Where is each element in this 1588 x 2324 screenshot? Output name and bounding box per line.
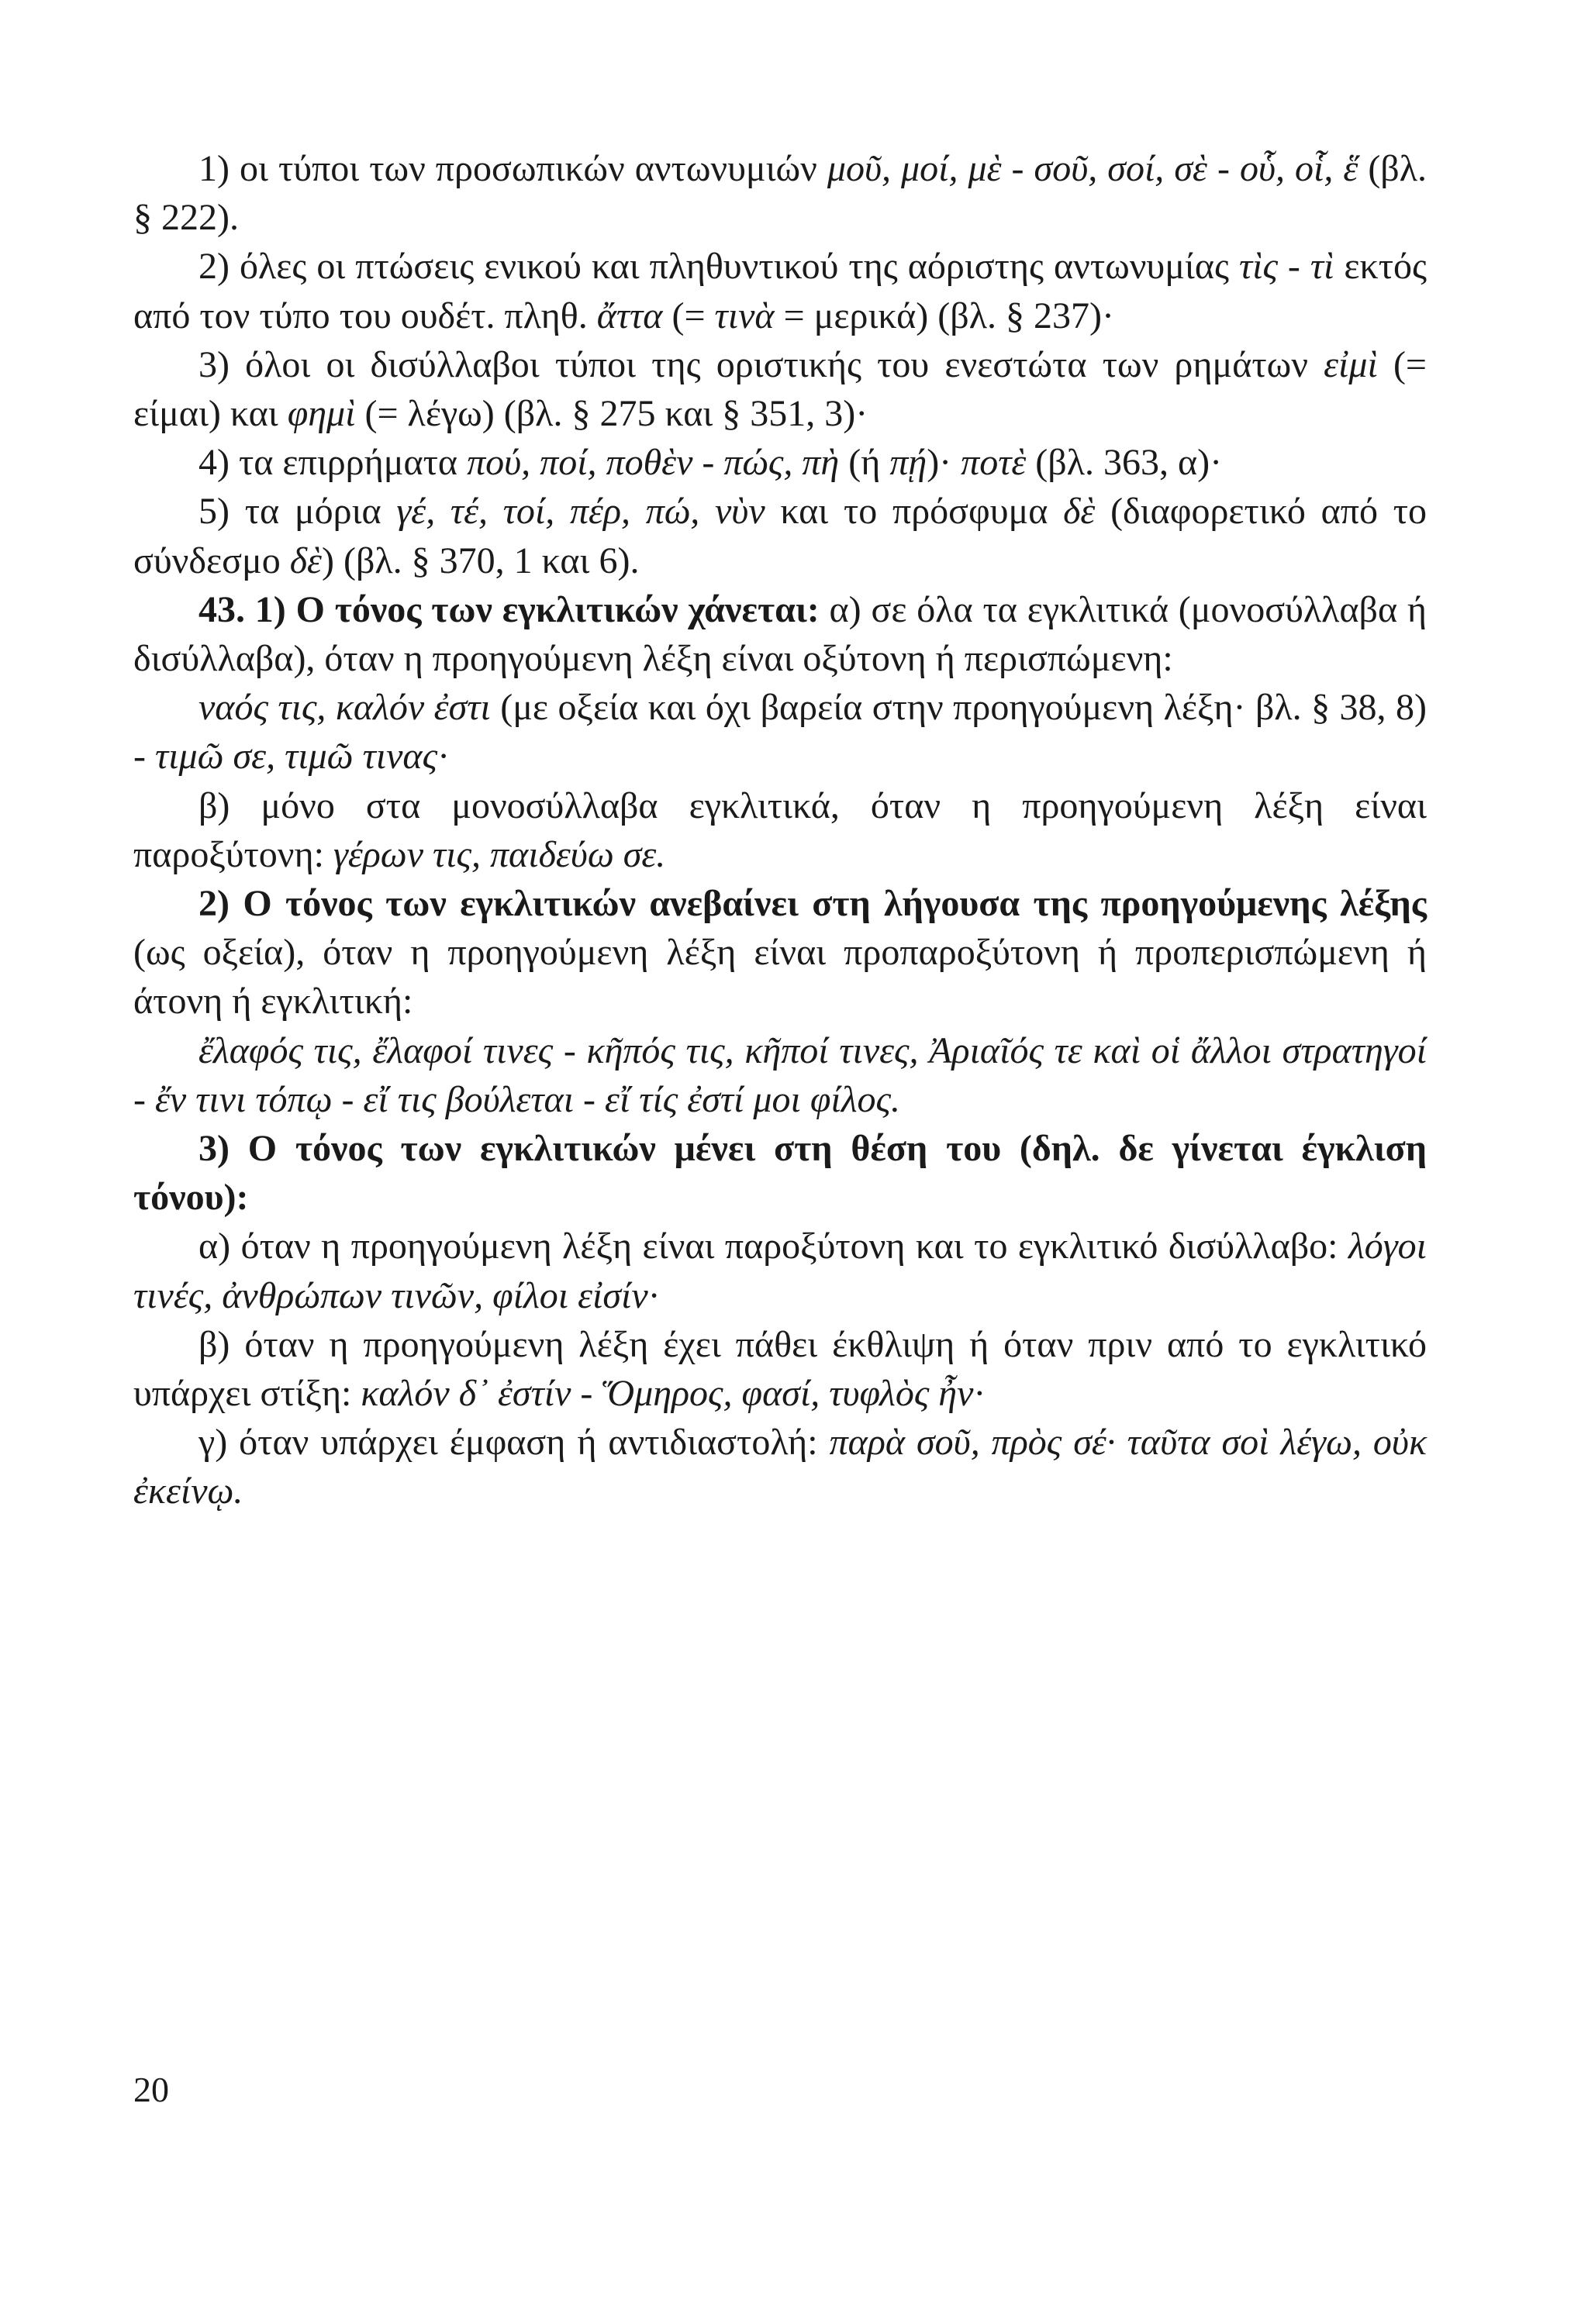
paragraph-examples-1: [133, 683, 1427, 781]
text-run: (ή: [839, 442, 890, 484]
italic-text: γέ, τέ, τοί, πέρ, πώ, νὺν: [396, 491, 765, 533]
text-run: και το πρόσφυμα: [765, 491, 1064, 533]
text-run: ·: [647, 1274, 661, 1316]
text-run: α) σε όλα τα εγκλιτικά (μονοσύλλαβα ή δισύλλαβα), όταν η προηγούμενη λέξη είναι οξύτονη ή περισπώμενη:: [133, 588, 1427, 680]
text-run: α) όταν η προηγούμενη λέξη είναι παροξύτονη και το εγκλιτικό δισύλλαβο:: [198, 1226, 1348, 1267]
italic-text: μοῦ, μοί, μὲ - σοῦ, σοί, σὲ - οὗ, οἷ, ἕ: [827, 148, 1358, 189]
page-number: 20: [133, 2070, 169, 2109]
text-run: 2) όλες οι πτώσεις ενικού και πληθυντικού της αόριστης αντωνυμίας: [198, 246, 1239, 288]
text-run: (βλ. 363, α)·: [1026, 442, 1223, 484]
text-run: ·: [973, 1373, 986, 1415]
bold-text: 2) Ο τόνος των εγκλιτικών ανεβαίνει στη λήγουσα της προηγούμενης λέξης: [198, 883, 1427, 925]
text-run: 1) οι τύποι των προσωπικών αντωνυμιών: [198, 148, 827, 189]
text-run: (=: [662, 295, 715, 336]
paragraph-b-1: [133, 781, 1427, 879]
paragraph-2: [133, 242, 1427, 340]
paragraph-rule-2: [133, 879, 1427, 1026]
italic-text: δὲ: [289, 540, 322, 581]
text-run: β) μόνο στα μονοσύλλαβα εγκλιτικά, όταν η προηγούμενη λέξη είναι παροξύτονη:: [133, 784, 1427, 875]
paragraph-5: [133, 487, 1427, 584]
text-run: ) (βλ. § 370, 1 και 6).: [321, 540, 640, 581]
paragraph-4: [133, 438, 1427, 487]
paragraph-b-3: [133, 1320, 1427, 1418]
italic-text: δὲ: [1063, 491, 1096, 533]
text-run: εκτός από τον τύπο του ουδέτ. πληθ.: [133, 246, 1427, 336]
section-43-paragraph: [133, 585, 1427, 683]
italic-text: ἄττα: [596, 295, 663, 336]
text-run: (= λέγω) (βλ. § 275 και § 351, 3)·: [355, 393, 868, 435]
paragraph-a-3: [133, 1222, 1427, 1319]
text-run: 4) τα επιρρήματα: [198, 442, 468, 484]
text-run: = μερικά) (βλ. § 237)·: [774, 295, 1114, 336]
paragraph-3: [133, 340, 1427, 438]
italic-text: φημὶ: [287, 393, 356, 435]
paragraph-examples-2: [133, 1026, 1427, 1124]
text-run: (διαφορετικό από το σύνδεσμο: [133, 491, 1427, 581]
paragraph-c-3: [133, 1418, 1427, 1515]
italic-text: ποτὲ: [961, 442, 1027, 484]
text-run: γ) όταν υπάρχει έμφαση ή αντιδιαστολή:: [198, 1422, 830, 1464]
italic-text: ναός τις, καλόν ἐστι: [198, 687, 491, 729]
bold-text: 43. 1) Ο τόνος των εγκλιτικών χάνεται:: [198, 588, 820, 630]
text-run: (= είμαι) και: [133, 343, 1427, 435]
text-run: β) όταν η προηγούμενη λέξη έχει πάθει έκθλιψη ή όταν πριν από το εγκλιτικό υπάρχει στίξη:: [133, 1323, 1427, 1415]
paragraph-1: [133, 144, 1427, 242]
bold-text: 3) Ο τόνος των εγκλιτικών μένει στη θέση του (δηλ. δε γίνεται έγκλιση τόνου):: [133, 1128, 1427, 1219]
italic-text: καλόν δ᾽ ἐστίν - Ὅμηρος, φασί, τυφλὸς ἦν: [361, 1373, 974, 1415]
text-run: (ως οξεία), όταν η προηγούμενη λέξη είναι προπαροξύτονη ή προπερισπώμενη ή άτονη ή εγκλιτική:: [133, 932, 1427, 1022]
italic-text: τινὰ: [714, 295, 775, 336]
italic-text: ἔλαφός τις, ἔλαφοί τινες - κῆπός τις, κῆποί τινες, Ἀριαῖός τε καὶ οἱ ἄλλοι στρατηγοί - ἔν τινι τόπῳ - εἴ τις βούλεται - εἴ τίς ἐστί μοι φίλος.: [133, 1029, 1427, 1120]
text-run: (βλ. § 222).: [133, 148, 1427, 239]
text-run: 3) όλοι οι δισύλλαβοι τύποι της οριστικής του ενεστώτα των ρημάτων: [198, 343, 1324, 385]
body-text: [133, 144, 1427, 1516]
italic-text: λόγοι τινές, ἀνθρώπων τινῶν, φίλοι εἰσίν: [133, 1226, 1427, 1316]
italic-text: πού, ποί, ποθὲν - πώς, πὴ: [467, 442, 840, 484]
text-run: ·: [437, 736, 451, 778]
text-run: 5) τα μόρια: [198, 491, 397, 533]
text-run: )·: [927, 442, 961, 484]
paragraph-rule-3: [133, 1124, 1427, 1222]
italic-text: τιμῶ σε, τιμῶ τινας: [154, 736, 438, 778]
italic-text: παρὰ σοῦ, πρὸς σέ· ταῦτα σοὶ λέγω, οὐκ ἐκείνῳ.: [133, 1422, 1427, 1512]
italic-text: τὶς - τὶ: [1238, 246, 1334, 288]
text-run: (με οξεία και όχι βαρεία στην προηγούμενη λέξη· βλ. § 38, 8) -: [133, 687, 1427, 778]
italic-text: γέρων τις, παιδεύω σε.: [333, 833, 666, 875]
italic-text: πῄ: [889, 442, 927, 484]
italic-text: εἰμὶ: [1324, 343, 1378, 385]
